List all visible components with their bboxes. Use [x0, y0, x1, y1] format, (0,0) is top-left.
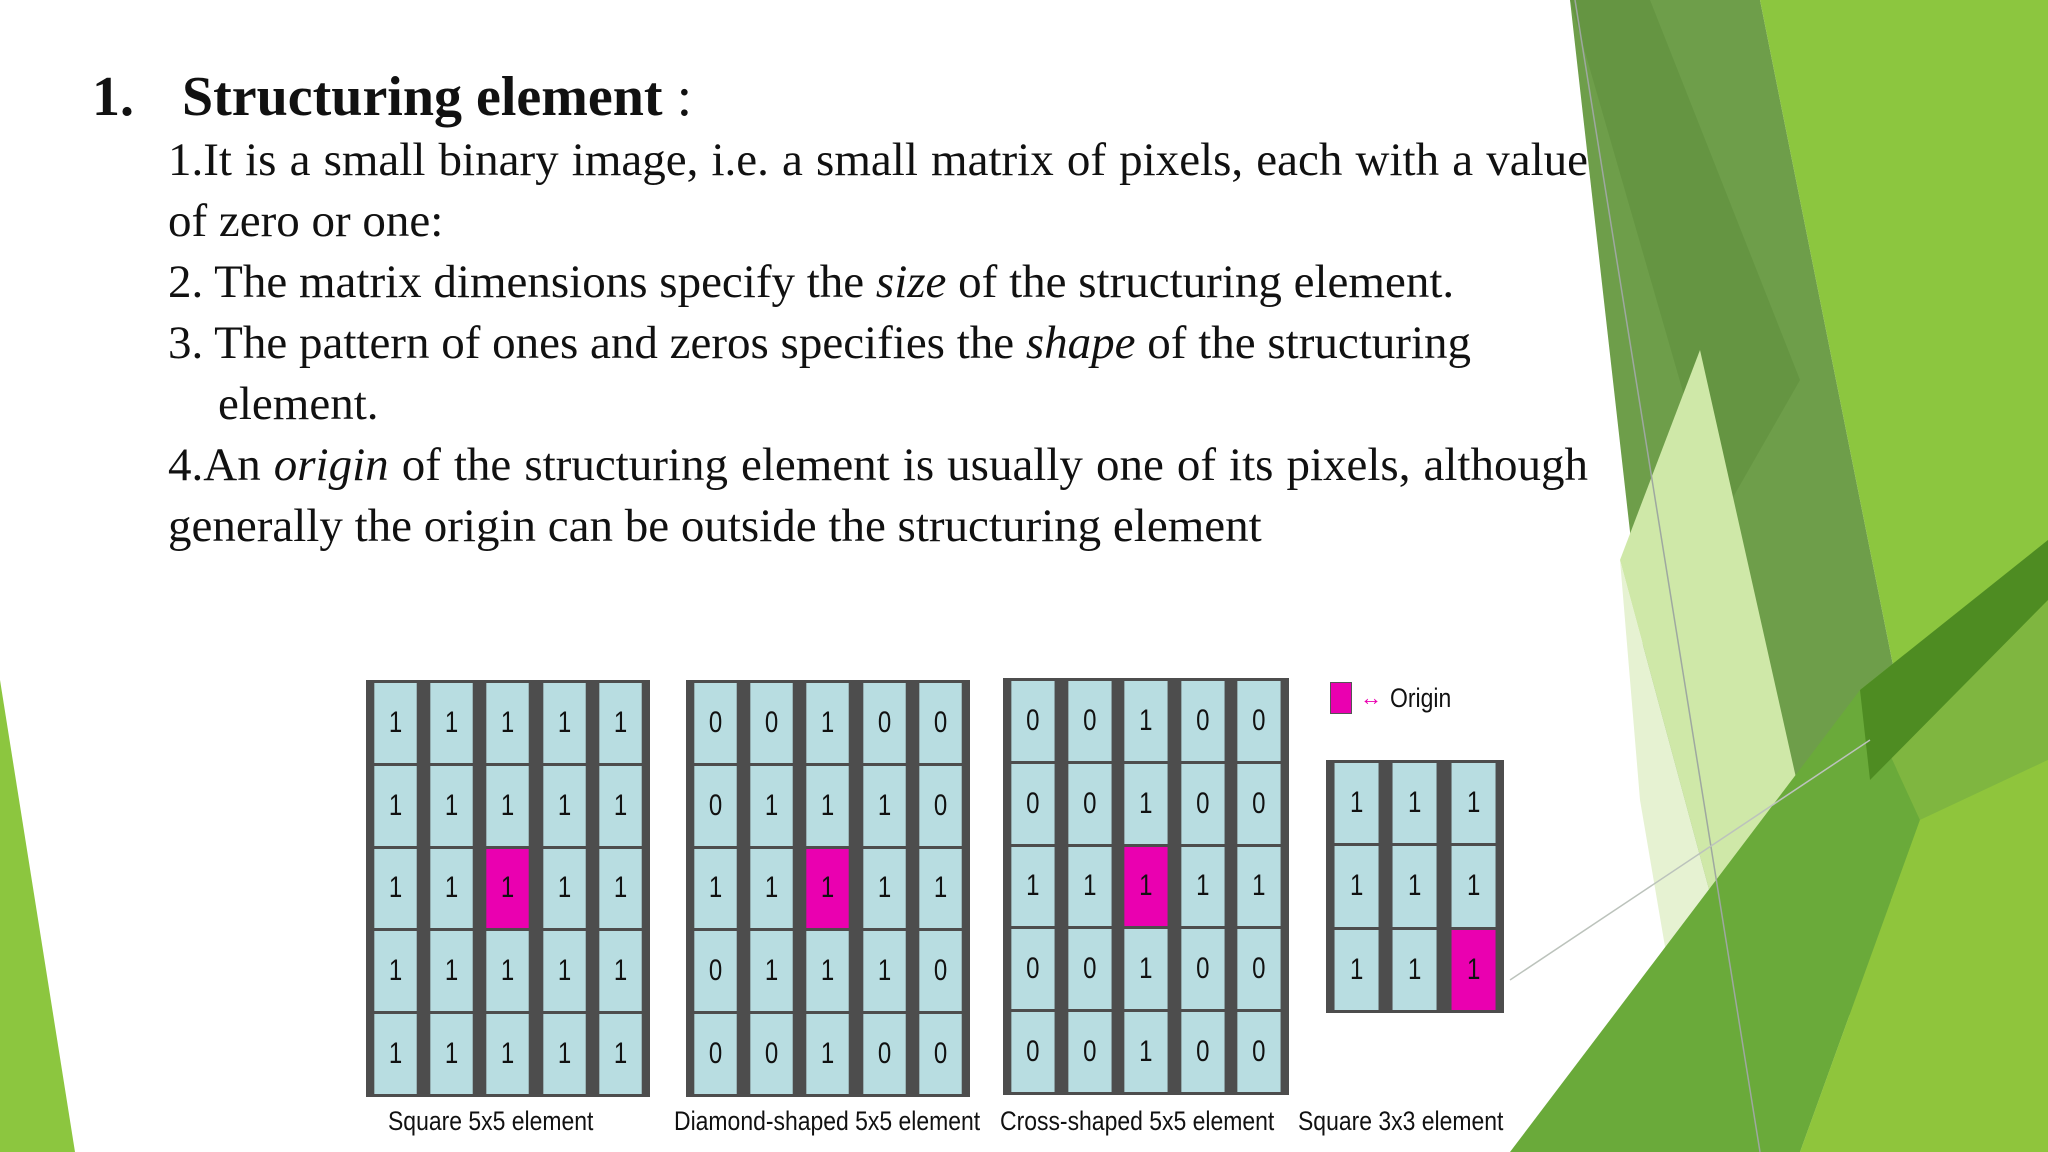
matrix-cell: 0 [1068, 681, 1111, 761]
matrix-cell: 0 [1238, 681, 1281, 761]
matrix-cell: 0 [1181, 929, 1224, 1009]
matrix-cell: 1 [694, 849, 737, 929]
matrix-cell: 1 [751, 931, 794, 1011]
point-2 [168, 252, 1588, 313]
origin-cell: 1 [807, 849, 850, 929]
matrix-cell: 1 [1451, 846, 1495, 926]
point-4-text-end: of the structuring element is usually one of its pixels, although generally the origin can be outside the structuring element [168, 439, 1588, 552]
grid-square-3x3 [1326, 760, 1504, 1013]
matrix-cell: 1 [751, 849, 794, 929]
matrix-cell: 0 [1068, 1012, 1111, 1092]
matrix-cell: 0 [751, 683, 794, 763]
matrix-cell: 1 [599, 683, 642, 763]
matrix-cell: 0 [1011, 1012, 1054, 1092]
matrix-cell: 1 [374, 683, 417, 763]
matrix-cell: 0 [1181, 1012, 1224, 1092]
matrix-cell: 1 [863, 766, 906, 846]
matrix-cell: 0 [694, 931, 737, 1011]
matrix-cell: 1 [599, 931, 642, 1011]
matrix-cell: 1 [1335, 763, 1379, 843]
matrix-cell: 1 [1238, 847, 1281, 927]
grid-square-5x5 [366, 680, 650, 1097]
matrix-cell: 1 [487, 766, 530, 846]
point-3-emphasis: shape [1025, 317, 1136, 369]
matrix-cell: 1 [1393, 763, 1437, 843]
matrix-cell: 1 [1393, 930, 1437, 1010]
matrix-cell: 0 [694, 683, 737, 763]
matrix-cell: 0 [919, 766, 962, 846]
matrix-cell: 0 [1068, 929, 1111, 1009]
origin-cell: 1 [487, 849, 530, 929]
matrix-cell: 1 [543, 849, 586, 929]
matrix-cell: 1 [807, 931, 850, 1011]
matrix-cell: 0 [1238, 764, 1281, 844]
caption-square-5x5: Square 5x5 element [388, 1106, 594, 1136]
matrix-cell: 1 [807, 683, 850, 763]
matrix-cell: 1 [807, 1014, 850, 1094]
point-4-text: 4.An [168, 439, 274, 491]
title-colon: : [676, 66, 693, 128]
origin-legend [1330, 682, 1462, 714]
matrix-cell: 1 [431, 849, 474, 929]
origin-swatch [1330, 682, 1352, 714]
origin-legend-label: Origin [1390, 682, 1452, 713]
point-4-emphasis: origin [273, 439, 389, 491]
caption-diamond-5x5: Diamond-shaped 5x5 element [674, 1106, 981, 1136]
matrix-cell: 1 [543, 931, 586, 1011]
matrix-cell: 1 [1181, 847, 1224, 927]
matrix-cell: 1 [863, 849, 906, 929]
point-3-text: 3. The pattern of ones and zeros specifies the [168, 317, 1026, 369]
matrix-cell: 1 [487, 1014, 530, 1094]
matrix-cell: 1 [543, 1014, 586, 1094]
point-3-text-end: of the structuring element. [218, 317, 1471, 430]
caption-cross-5x5: Cross-shaped 5x5 element [1000, 1106, 1275, 1136]
matrix-cell: 1 [487, 931, 530, 1011]
matrix-cell: 0 [1068, 764, 1111, 844]
matrix-cell: 0 [863, 1014, 906, 1094]
title-text: Structuring element [182, 66, 663, 128]
matrix-cell: 0 [1011, 764, 1054, 844]
matrix-cell: 0 [694, 1014, 737, 1094]
caption-square-3x3: Square 3x3 element [1298, 1106, 1504, 1136]
slide-title [92, 62, 692, 132]
matrix-cell: 1 [1451, 763, 1495, 843]
point-2-emphasis: size [875, 256, 947, 308]
point-2-text: 2. The matrix dimensions specify the [168, 256, 876, 308]
origin-cell: 1 [1125, 847, 1168, 927]
matrix-cell: 0 [1181, 681, 1224, 761]
matrix-cell: 0 [1238, 1012, 1281, 1092]
matrix-cell: 1 [543, 683, 586, 763]
matrix-cell: 1 [1125, 764, 1168, 844]
matrix-cell: 1 [599, 1014, 642, 1094]
matrix-cell: 1 [599, 849, 642, 929]
matrix-cell: 1 [431, 1014, 474, 1094]
matrix-cell: 0 [1181, 764, 1224, 844]
matrix-cell: 1 [1011, 847, 1054, 927]
matrix-cell: 1 [431, 766, 474, 846]
point-3 [168, 313, 1588, 435]
grid-diamond-5x5 [686, 680, 970, 1097]
double-arrow-icon: ↔ [1360, 685, 1382, 710]
point-4 [168, 435, 1588, 557]
matrix-cell: 1 [374, 766, 417, 846]
matrix-cell: 0 [694, 766, 737, 846]
matrix-cell: 1 [431, 683, 474, 763]
matrix-cell: 1 [374, 931, 417, 1011]
matrix-cell: 1 [1068, 847, 1111, 927]
origin-cell: 1 [1451, 930, 1495, 1010]
grid-cross-5x5 [1003, 678, 1289, 1095]
matrix-cell: 1 [374, 1014, 417, 1094]
matrix-cell: 0 [919, 1014, 962, 1094]
matrix-cell: 1 [1335, 846, 1379, 926]
point-1 [168, 130, 1588, 252]
matrix-cell: 1 [1125, 1012, 1168, 1092]
matrix-cell: 1 [487, 683, 530, 763]
matrix-cell: 1 [599, 766, 642, 846]
matrix-cell: 1 [863, 931, 906, 1011]
matrix-cell: 0 [1011, 929, 1054, 1009]
point-1-text: 1.It is a small binary image, i.e. a small matrix of pixels, each with a value of zero or one: [168, 134, 1588, 247]
title-number: 1. [92, 66, 134, 128]
matrix-cell: 1 [543, 766, 586, 846]
matrix-cell: 0 [1011, 681, 1054, 761]
matrix-cell: 1 [1393, 846, 1437, 926]
matrix-cell: 1 [431, 931, 474, 1011]
matrix-cell: 0 [1238, 929, 1281, 1009]
matrix-cell: 0 [751, 1014, 794, 1094]
matrix-cell: 1 [1125, 929, 1168, 1009]
matrix-cell: 1 [374, 849, 417, 929]
matrix-cell: 1 [1125, 681, 1168, 761]
bullet-list [168, 130, 1588, 557]
matrix-cell: 1 [807, 766, 850, 846]
matrix-cell: 1 [1335, 930, 1379, 1010]
point-2-text-end: of the structuring element. [946, 256, 1455, 308]
matrix-cell: 0 [863, 683, 906, 763]
matrix-cell: 1 [751, 766, 794, 846]
matrix-cell: 0 [919, 931, 962, 1011]
matrix-cell: 1 [919, 849, 962, 929]
matrix-cell: 0 [919, 683, 962, 763]
